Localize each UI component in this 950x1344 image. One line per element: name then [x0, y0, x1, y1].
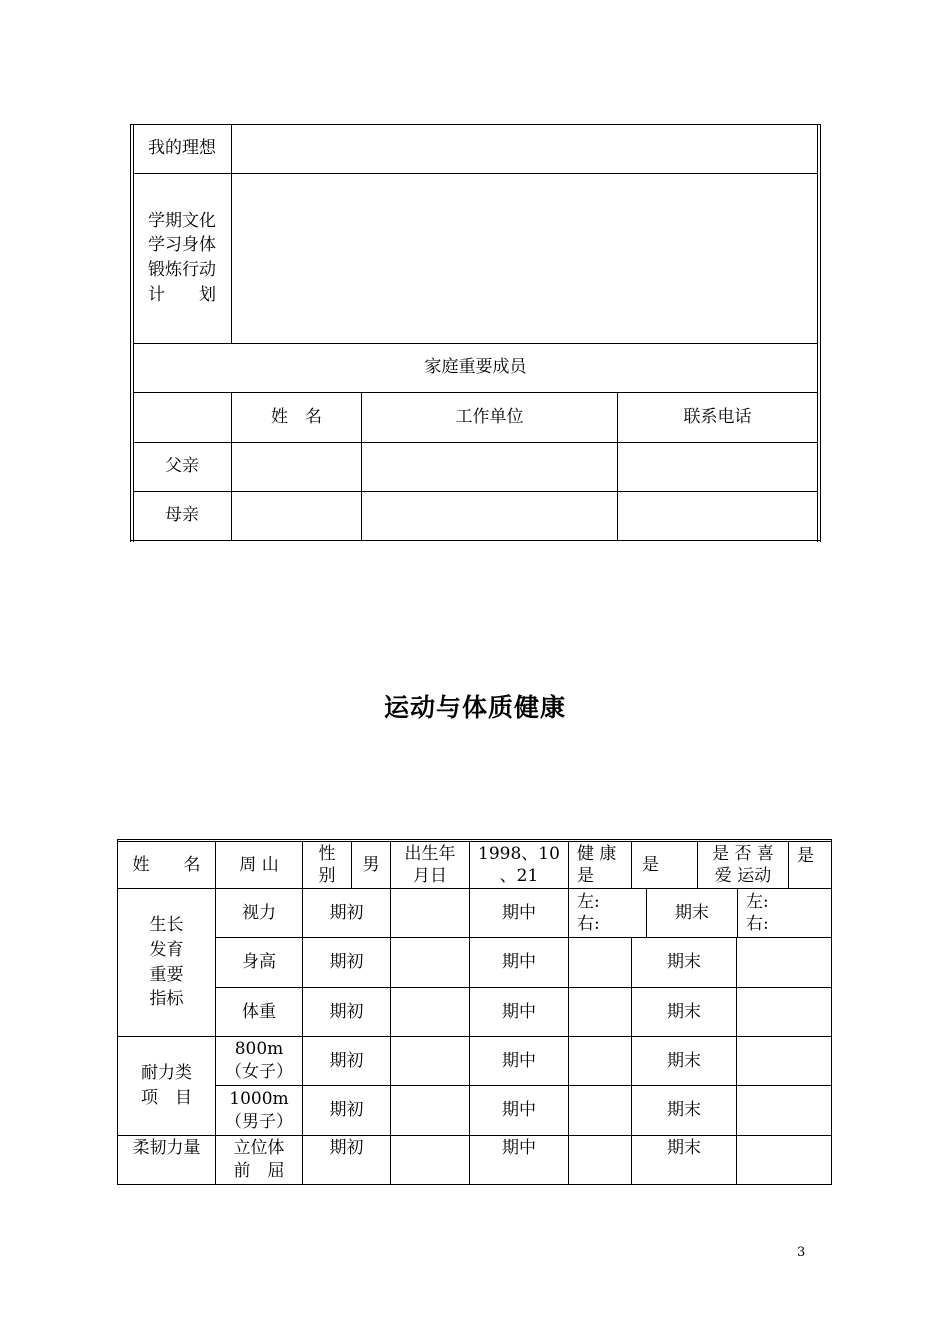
- vision-end-lr: [738, 889, 831, 937]
- growth-line: 生长: [149, 915, 184, 936]
- run800-begin: 期初: [329, 1050, 364, 1071]
- sitreach-end: 期末: [667, 1137, 701, 1158]
- run800-line: （女子）: [225, 1062, 293, 1082]
- sex-value: 男: [362, 854, 380, 875]
- endurance-line: 项 目: [141, 1088, 192, 1108]
- lr-line: 左:: [746, 891, 769, 912]
- growth-line: 发育: [149, 939, 184, 960]
- section-title: 运动与体质健康: [383, 693, 566, 722]
- run800-end: 期末: [667, 1050, 701, 1071]
- birth-value: [470, 842, 568, 888]
- growth-line: 重要: [149, 964, 184, 985]
- plan-label-line: 锻炼行动: [148, 260, 216, 280]
- plan-label-line: 计 划: [148, 284, 216, 305]
- sport-label: [698, 842, 788, 888]
- birth-value-line: 1998、10: [478, 843, 560, 864]
- birth-label-line: 月日: [413, 866, 447, 886]
- birth-value-line: 、21: [499, 866, 539, 886]
- run800-label: [216, 1037, 302, 1085]
- run1000-line: （男子）: [225, 1111, 293, 1132]
- endurance-line: 耐力类: [141, 1063, 192, 1084]
- health-label-line: 健 康: [577, 843, 617, 864]
- plan-label-line: 学习身体: [148, 235, 216, 256]
- name-label: 姓 名: [132, 854, 201, 875]
- weight-begin: 期初: [329, 1001, 364, 1022]
- vision-begin: 期初: [329, 902, 364, 923]
- flex-group-label: 柔韧力量: [132, 1137, 201, 1158]
- growth-group-label: [118, 889, 215, 1036]
- sport-label-line: 爱 运动: [714, 866, 772, 886]
- sport-label-line: 是 否 喜: [712, 843, 774, 864]
- birth-label: [391, 842, 469, 888]
- sitreach-mid: 期中: [502, 1137, 536, 1158]
- vision-label: 视力: [242, 902, 276, 923]
- plan-label-line: 学期文化: [148, 210, 216, 231]
- run800-mid: 期中: [502, 1050, 536, 1071]
- run1000-label: [216, 1086, 302, 1135]
- health-label: [569, 842, 631, 888]
- vision-mid-lr: [569, 889, 646, 937]
- weight-mid: 期中: [502, 1001, 536, 1022]
- height-begin: 期初: [329, 952, 364, 973]
- plan-value: [232, 173, 817, 343]
- height-mid: 期中: [502, 952, 536, 973]
- growth-line: 指标: [149, 989, 184, 1010]
- sitreach-begin: 期初: [329, 1137, 364, 1158]
- height-end: 期末: [667, 952, 701, 973]
- sitreach-line: 立位体: [233, 1138, 285, 1159]
- health-value: 是: [642, 854, 659, 875]
- health-label-line: 是: [577, 866, 594, 886]
- row-mother: 母亲: [165, 505, 199, 526]
- run1000-line: 1000m: [229, 1088, 289, 1109]
- birth-label-line: 出生年: [404, 843, 456, 864]
- sitreach-label: [216, 1136, 302, 1184]
- height-label: 身高: [242, 952, 276, 973]
- endurance-group-label: [118, 1037, 215, 1135]
- row-father: 父亲: [165, 456, 199, 477]
- run1000-end: 期末: [667, 1100, 701, 1121]
- col-phone: 联系电话: [683, 406, 752, 427]
- run800-line: 800m: [234, 1039, 284, 1060]
- lr-line: 左:: [577, 891, 600, 912]
- sex-label: [303, 842, 351, 888]
- family-header: 家庭重要成员: [424, 357, 527, 378]
- sex-label-line: 别: [318, 866, 336, 886]
- weight-end: 期末: [667, 1001, 701, 1022]
- sex-label-line: 性: [318, 843, 336, 864]
- run1000-begin: 期初: [329, 1100, 364, 1121]
- page-number: 3: [797, 1245, 806, 1260]
- vision-mid: 期中: [502, 902, 536, 923]
- vision-end: 期末: [675, 902, 709, 923]
- ideal-label: 我的理想: [148, 138, 216, 159]
- name-value: 周 山: [239, 854, 279, 875]
- col-work: 工作单位: [455, 406, 524, 427]
- col-name: 姓 名: [271, 406, 322, 427]
- lr-line: 右:: [577, 914, 600, 934]
- weight-label: 体重: [242, 1001, 276, 1022]
- run1000-mid: 期中: [502, 1100, 536, 1121]
- ideal-value: [232, 124, 817, 173]
- plan-label: [133, 173, 231, 343]
- sport-value: 是: [797, 846, 814, 866]
- sitreach-line: 前 屈: [233, 1161, 285, 1181]
- lr-line: 右:: [746, 914, 769, 934]
